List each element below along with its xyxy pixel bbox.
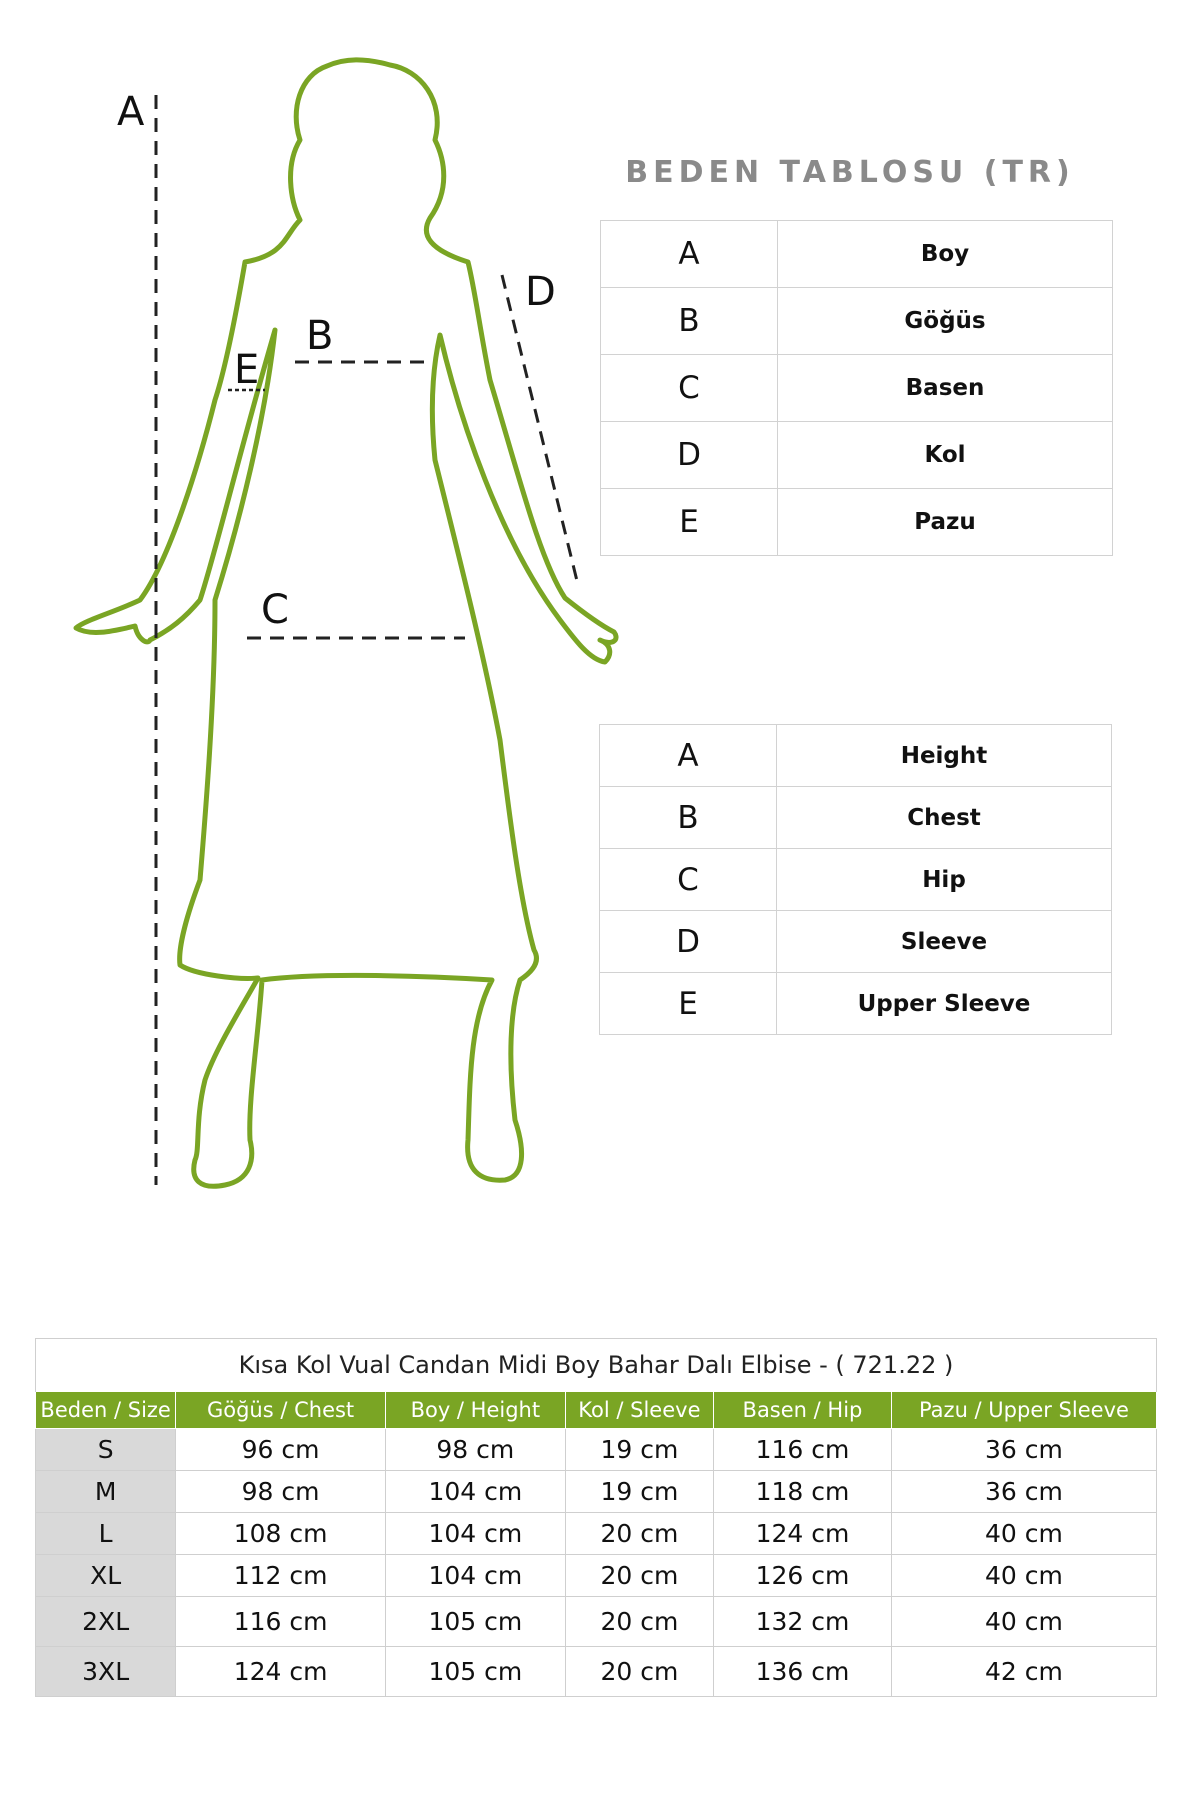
- measurement-cell: 118 cm: [714, 1471, 892, 1513]
- measurement-cell: 40 cm: [891, 1555, 1156, 1597]
- legend-tr-value: Göğüs: [778, 288, 1113, 355]
- measurement-cell: 124 cm: [176, 1647, 386, 1697]
- label-a: A: [117, 89, 145, 135]
- table-row: [36, 1597, 1157, 1647]
- legend-tr-value: Pazu: [778, 489, 1113, 556]
- measurement-cell: 105 cm: [385, 1647, 565, 1697]
- measurement-cell: 105 cm: [385, 1597, 565, 1647]
- product-table-header-row: [36, 1392, 1157, 1429]
- measurement-cell: 19 cm: [565, 1471, 713, 1513]
- measurement-cell: 116 cm: [176, 1597, 386, 1647]
- measurement-cell: 112 cm: [176, 1555, 386, 1597]
- legend-tr-value: Boy: [778, 221, 1113, 288]
- legend-tr-row: [601, 355, 1113, 422]
- measurement-cell: 98 cm: [176, 1471, 386, 1513]
- legend-en-key: C: [600, 849, 777, 911]
- table-row: [36, 1647, 1157, 1697]
- measurement-cell: 126 cm: [714, 1555, 892, 1597]
- label-d: D: [525, 269, 556, 315]
- legend-en-key: A: [600, 725, 777, 787]
- size-cell: M: [36, 1471, 176, 1513]
- body-measurement-figure: [0, 0, 640, 1220]
- measurement-cell: 104 cm: [385, 1555, 565, 1597]
- size-cell: XL: [36, 1555, 176, 1597]
- size-cell: 3XL: [36, 1647, 176, 1697]
- measurement-cell: 104 cm: [385, 1513, 565, 1555]
- measurement-cell: 132 cm: [714, 1597, 892, 1647]
- measurement-cell: 96 cm: [176, 1429, 386, 1471]
- legend-en-key: E: [600, 973, 777, 1035]
- measurement-cell: 19 cm: [565, 1429, 713, 1471]
- legend-tr-key: C: [601, 355, 778, 422]
- column-header: Göğüs / Chest: [176, 1392, 386, 1429]
- legend-en-row: [600, 849, 1112, 911]
- measurement-cell: 40 cm: [891, 1513, 1156, 1555]
- legend-tr-value: Kol: [778, 422, 1113, 489]
- table-row: [36, 1429, 1157, 1471]
- legend-tr-row: [601, 288, 1113, 355]
- measurement-cell: 124 cm: [714, 1513, 892, 1555]
- legend-tr-key: D: [601, 422, 778, 489]
- measurement-cell: 98 cm: [385, 1429, 565, 1471]
- legend-table-en: [599, 724, 1112, 1035]
- legend-en-value: Sleeve: [777, 911, 1112, 973]
- legend-en-row: [600, 725, 1112, 787]
- size-cell: S: [36, 1429, 176, 1471]
- column-header: Kol / Sleeve: [565, 1392, 713, 1429]
- table-row: [36, 1471, 1157, 1513]
- legend-en-key: B: [600, 787, 777, 849]
- column-header: Beden / Size: [36, 1392, 176, 1429]
- legend-tr-key: A: [601, 221, 778, 288]
- measurement-cell: 20 cm: [565, 1597, 713, 1647]
- legend-en-row: [600, 973, 1112, 1035]
- legend-en-key: D: [600, 911, 777, 973]
- table-row: [36, 1555, 1157, 1597]
- measurement-cell: 104 cm: [385, 1471, 565, 1513]
- measurement-cell: 36 cm: [891, 1471, 1156, 1513]
- legend-table-tr: [600, 220, 1113, 556]
- legend-en-value: Chest: [777, 787, 1112, 849]
- label-b: B: [306, 313, 334, 359]
- body-silhouette: [0, 0, 640, 1220]
- column-header: Boy / Height: [385, 1392, 565, 1429]
- label-e: E: [234, 347, 260, 393]
- product-table-caption: Kısa Kol Vual Candan Midi Boy Bahar Dalı Elbise - ( 721.22 ): [36, 1339, 1157, 1392]
- column-header: Pazu / Upper Sleeve: [891, 1392, 1156, 1429]
- product-size-table: [35, 1338, 1157, 1697]
- column-header: Basen / Hip: [714, 1392, 892, 1429]
- size-cell: L: [36, 1513, 176, 1555]
- legend-tr-row: [601, 422, 1113, 489]
- measurement-cell: 108 cm: [176, 1513, 386, 1555]
- measurement-cell: 36 cm: [891, 1429, 1156, 1471]
- legend-tr-key: E: [601, 489, 778, 556]
- legend-en-value: Upper Sleeve: [777, 973, 1112, 1035]
- size-table-title: BEDEN TABLOSU (TR): [625, 155, 1075, 190]
- measurement-cell: 40 cm: [891, 1597, 1156, 1647]
- table-row: [36, 1513, 1157, 1555]
- legend-tr-row: [601, 489, 1113, 556]
- measurement-cell: 20 cm: [565, 1555, 713, 1597]
- size-cell: 2XL: [36, 1597, 176, 1647]
- legend-en-row: [600, 911, 1112, 973]
- legend-en-value: Height: [777, 725, 1112, 787]
- measurement-cell: 20 cm: [565, 1647, 713, 1697]
- legend-en-row: [600, 787, 1112, 849]
- measurement-cell: 136 cm: [714, 1647, 892, 1697]
- legend-tr-row: [601, 221, 1113, 288]
- measurement-cell: 20 cm: [565, 1513, 713, 1555]
- measurement-cell: 116 cm: [714, 1429, 892, 1471]
- legend-tr-value: Basen: [778, 355, 1113, 422]
- legend-tr-key: B: [601, 288, 778, 355]
- legend-en-value: Hip: [777, 849, 1112, 911]
- label-c: C: [261, 587, 289, 633]
- measurement-cell: 42 cm: [891, 1647, 1156, 1697]
